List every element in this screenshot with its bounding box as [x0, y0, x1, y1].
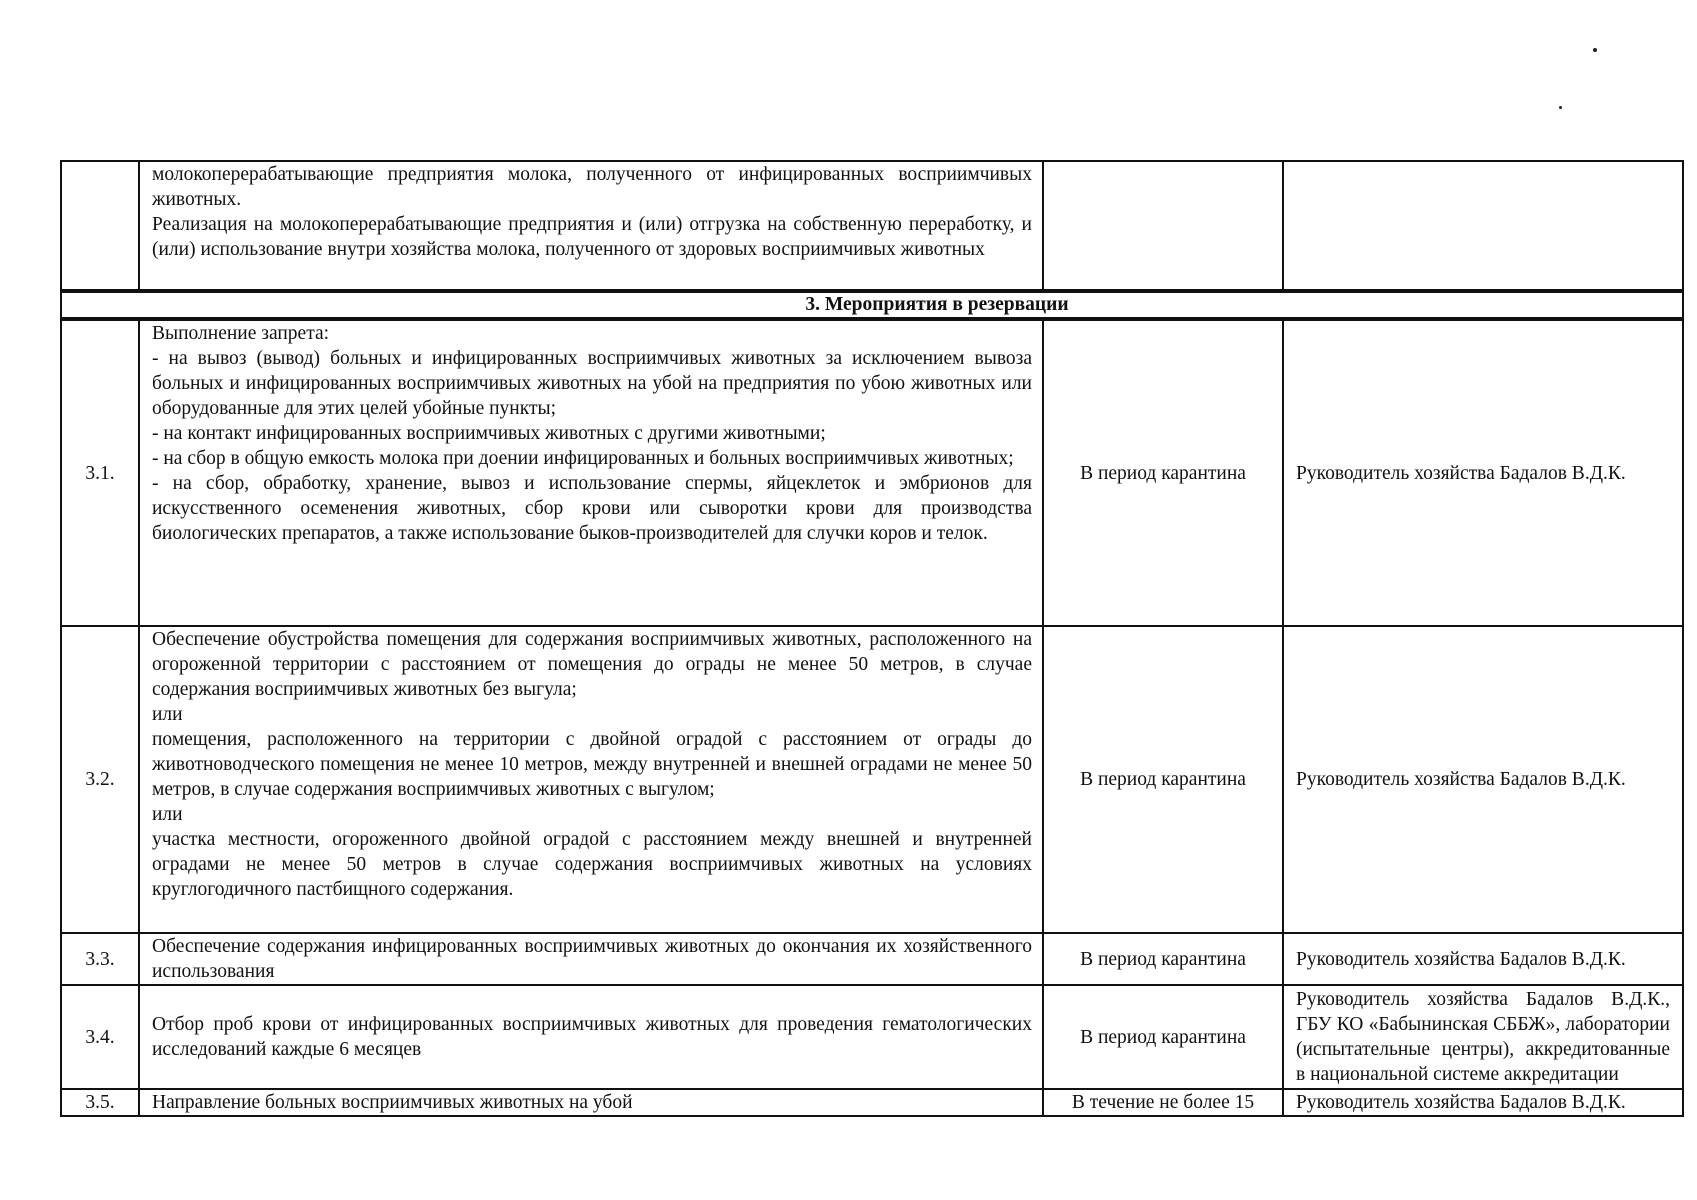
table-row: [61, 1089, 1683, 1116]
measure-paragraph: помещения, расположенного на территории с двойной оградой с расстоянием от ограды до животноводческого помещения не менее 10 метров, между внутренней и внешней оградами не менее 50 метров, в случае содержания восприимчивых животных с выгулом;: [152, 729, 1032, 800]
period-cell: В период карантина: [1043, 626, 1283, 933]
measure-paragraph: Реализация на молокоперерабатывающие предприятия и (или) отгрузка на собственную переработку, и (или) использование внутри хозяйства молока, полученного от здоровых восприимчивых животных: [152, 214, 1032, 260]
measure-paragraph: участка местности, огороженного двойной оградой с расстоянием между внешней и внутренней оградами не менее 50 метров в случае содержания восприимчивых животных на условиях круглогодичного пастбищного содержания.: [152, 829, 1032, 900]
responsible-cell: Руководитель хозяйства Бадалов В.Д.К.: [1283, 319, 1683, 626]
row-number: 3.5.: [61, 1089, 139, 1116]
responsible-cell: [1283, 161, 1683, 291]
scan-speck: [1593, 48, 1597, 52]
measure-paragraph: - на контакт инфицированных восприимчивых животных с другими животными;: [152, 423, 826, 444]
responsible-cell: Руководитель хозяйства Бадалов В.Д.К.: [1283, 626, 1683, 933]
row-number: 3.2.: [61, 626, 139, 933]
row-number: 3.3.: [61, 933, 139, 985]
scan-speck: [1559, 106, 1562, 109]
measure-paragraph: Обеспечение обустройства помещения для содержания восприимчивых животных, расположенного на огороженной территории с расстоянием от помещения до ограды не менее 50 метров, в случае содержания восприимчивых животных без выгула;: [152, 629, 1032, 700]
measure-paragraph: - на вывоз (вывод) больных и инфицированных восприимчивых животных за исключением вывоза больных и инфицированных восприимчивых животных на убой на предприятия по убою животных или оборудованные для этих целей убойные пункты;: [152, 348, 1032, 419]
row-number-cell: [61, 161, 139, 291]
measure-paragraph: Выполнение запрета:: [152, 323, 330, 344]
responsible-cell: Руководитель хозяйства Бадалов В.Д.К.: [1283, 933, 1683, 985]
period-cell: [1043, 161, 1283, 291]
period-cell: В период карантина: [1043, 319, 1283, 626]
measure-text-cell: [139, 1089, 1043, 1116]
measure-paragraph: молокоперерабатывающие предприятия молока, полученного от инфицированных восприимчивых животных.: [152, 164, 1032, 210]
measure-text-cell: [139, 319, 1043, 626]
measure-text-cell: [139, 985, 1043, 1089]
responsible-cell: Руководитель хозяйства Бадалов В.Д.К.: [1283, 1089, 1683, 1116]
measure-text-cell: [139, 626, 1043, 933]
measure-text-cell: [139, 161, 1043, 291]
section-header-cell: [61, 291, 1683, 319]
section-title: 3. Мероприятия в резервации: [805, 294, 1069, 315]
measure-paragraph: - на сбор, обработку, хранение, вывоз и использование спермы, яйцеклеток и эмбрионов для искусственного осеменения животных, сбор крови или сыворотки крови для производства биологических препаратов, а также использование быков-производителей для случки коров и телок.: [152, 473, 1032, 544]
period-cell: В период карантина: [1043, 933, 1283, 985]
responsible-cell: Руководитель хозяйства Бадалов В.Д.К., ГБУ КО «Бабынинская СББЖ», лаборатории (испытательные центры), аккредитованные в национальной системе аккредитации: [1283, 985, 1683, 1089]
table-row-continued: [61, 161, 1683, 291]
table-row: [61, 319, 1683, 626]
measures-table: [60, 160, 1684, 1117]
measure-paragraph: или: [152, 704, 183, 725]
measure-paragraph: Отбор проб крови от инфицированных восприимчивых животных для проведения гематологических исследований каждые 6 месяцев: [152, 1014, 1032, 1060]
measure-paragraph: - на сбор в общую емкость молока при доении инфицированных и больных восприимчивых животных;: [152, 448, 1014, 469]
section-header-row: [61, 291, 1683, 319]
table-row: [61, 626, 1683, 933]
row-number: 3.1.: [61, 319, 139, 626]
period-cell: В период карантина: [1043, 985, 1283, 1089]
table-row: [61, 985, 1683, 1089]
period-cell: В течение не более 15: [1043, 1089, 1283, 1116]
measure-paragraph: или: [152, 804, 183, 825]
measure-paragraph: Направление больных восприимчивых животных на убой: [152, 1092, 633, 1113]
row-number: 3.4.: [61, 985, 139, 1089]
measure-paragraph: Обеспечение содержания инфицированных восприимчивых животных до окончания их хозяйственного использования: [152, 936, 1032, 982]
measure-text-cell: [139, 933, 1043, 985]
table-row: [61, 933, 1683, 985]
